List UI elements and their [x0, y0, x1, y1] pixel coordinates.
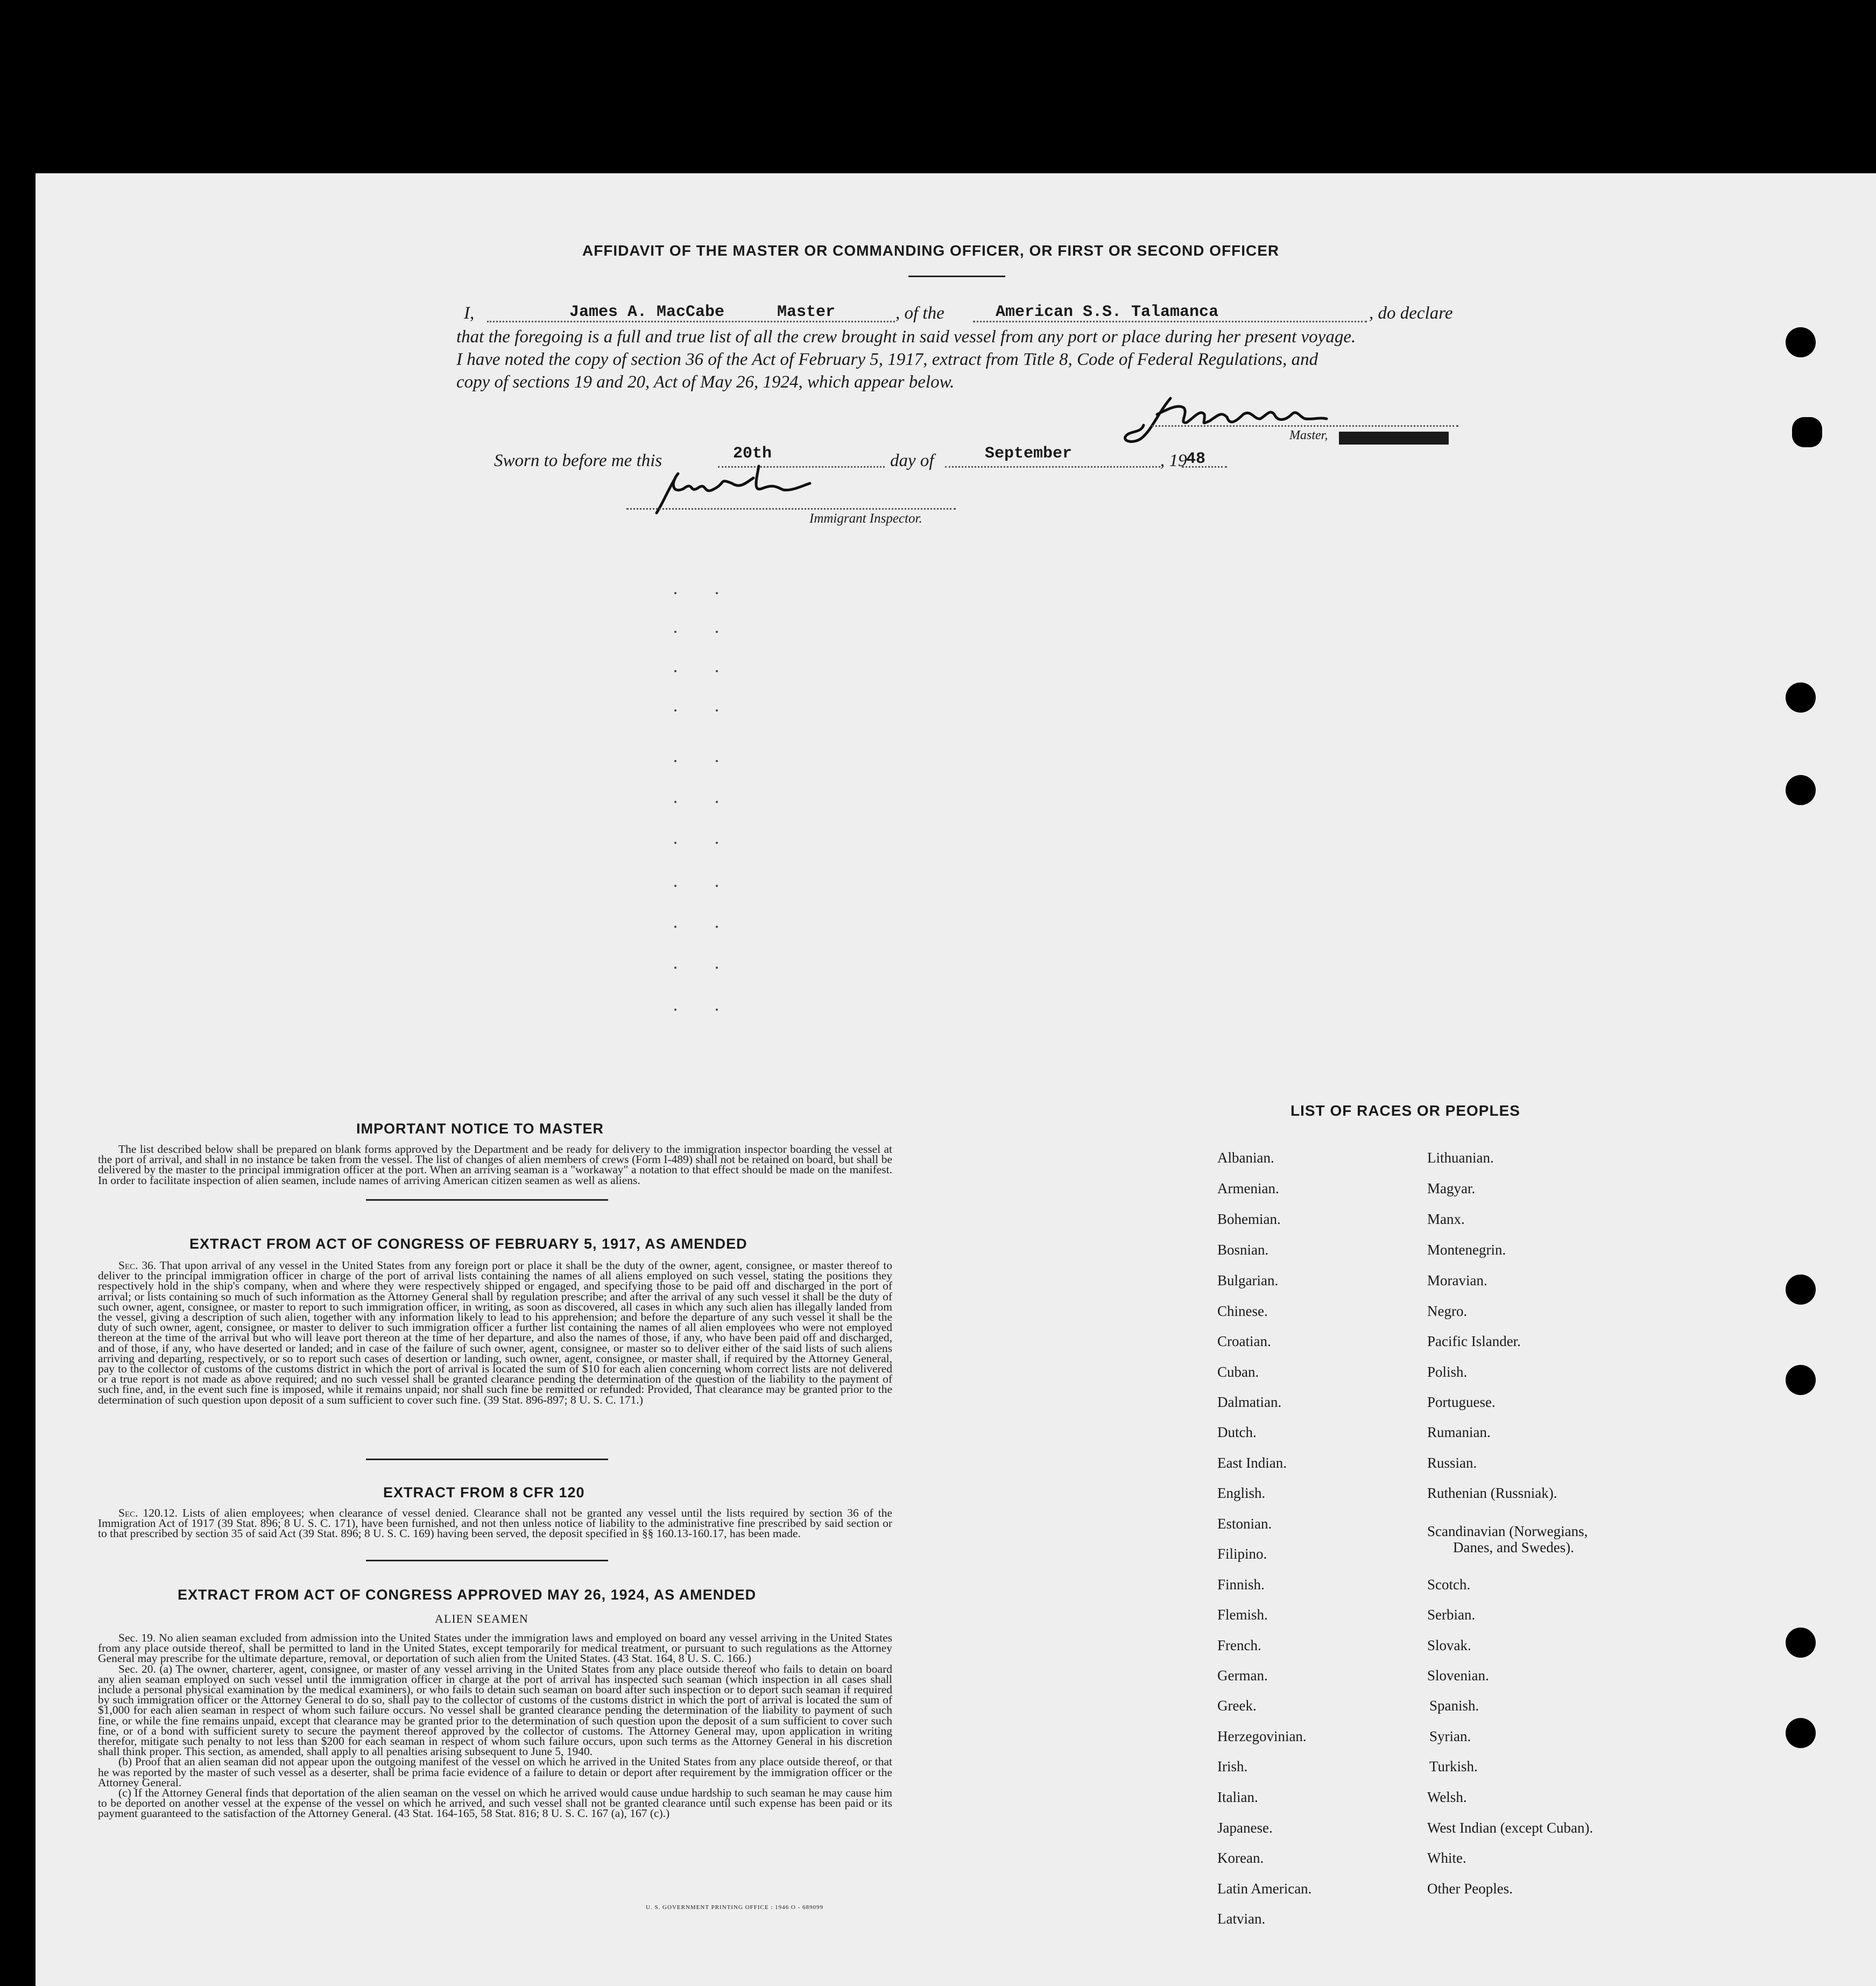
- vessel-name: American S.S. Talamanca: [996, 303, 1219, 321]
- race-right: Danes, and Swedes).: [1453, 1539, 1574, 1555]
- speck: [674, 592, 676, 594]
- punch-hole: [1786, 327, 1816, 357]
- race-right: Spanish.: [1429, 1698, 1479, 1714]
- punch-hole: [1786, 1628, 1816, 1658]
- race-left: Latin American.: [1217, 1881, 1312, 1897]
- speck: [716, 631, 718, 633]
- race-right: Welsh.: [1427, 1789, 1467, 1805]
- race-left: Dalmatian.: [1217, 1394, 1282, 1410]
- extract-1917-body: That upon arrival of any vessel in the United States from any foreign port or place it shall be the duty of the owner, agent, consignee, or master thereof to deliver to the principal immigration officer in charge of the port of arrival lists containing the names of all aliens employed on such vessel, stating the positions they respectively hold in the ship's company, when and where they were respectively shipped or engaged, and specifying those to be paid off and discharged in the port of arrival; or lists containing so much of such information as the Attorney General shall by regulation prescribe; and after the arrival of any such vessel it shall be the duty of such owner, agent, consignee, or master to report to such immigration officer, in writing, as soon as discovered, all cases in which any such alien has illegally landed from the vessel, giving a description of such alien, together with any information likely to lead to his apprehension; and before the departure of any such vessel it shall be the duty of such owner, agent, consignee, or master to deliver to such immigration officer a further list containing the names of all alien employees who were not employed thereon at the time of the arrival but who will leave port thereon at the time of her departure, and also the names of those, if any, who have been paid off and discharged, and of those, if any, who have deserted or landed; and in case of the failure of such owner, agent, consignee, or master so to deliver either of the said lists of such aliens arriving and departing, respectively, or so to report such cases of desertion or landing, such owner, agent, consignee, or master shall, if required by the Attorney General, pay to the collector of customs of the customs district in which the port of arrival is located the sum of $10 for each alien concerning whom correct lists are not delivered or a true report is not made as above required; and no such vessel shall be granted clearance pending the determination of the question of the liability to the payment of such fine, and, in the event such fine is imposed, while it remains unpaid; nor shall such fine be remitted or refunded: Provided, That clearance may be granted prior to the determination of such question upon deposit of a sum sufficient to cover such fine. (39 Stat. 896-897; 8 U. S. C. 171.): [98, 1259, 892, 1406]
- speck: [674, 709, 676, 712]
- of-the-label: , of the: [895, 304, 944, 323]
- race-right: Russian.: [1427, 1455, 1477, 1471]
- speck: [716, 1009, 718, 1011]
- race-left: Flemish.: [1217, 1607, 1268, 1623]
- punch-hole: [1786, 682, 1816, 713]
- declarant-prefix: I,: [464, 304, 475, 323]
- extract-cfr-text: [98, 1508, 892, 1539]
- race-left: Bosnian.: [1217, 1242, 1269, 1258]
- speck: [674, 670, 676, 672]
- race-right: Manx.: [1427, 1211, 1465, 1227]
- race-left: Korean.: [1217, 1850, 1264, 1866]
- race-left: French.: [1217, 1637, 1261, 1653]
- do-declare-label: , do declare: [1369, 304, 1453, 323]
- notice-text: [98, 1144, 892, 1186]
- declarant-rank: Master: [777, 303, 836, 321]
- race-left: East Indian.: [1217, 1455, 1287, 1471]
- race-left: Armenian.: [1217, 1180, 1279, 1196]
- sworn-day: 20th: [733, 445, 772, 463]
- race-left: Italian.: [1217, 1789, 1258, 1805]
- speck: [716, 842, 718, 844]
- race-right: Portuguese.: [1427, 1394, 1496, 1410]
- race-right: Rumanian.: [1427, 1424, 1491, 1440]
- extract-1917-rule: [366, 1459, 608, 1460]
- title-rule: [908, 276, 1005, 277]
- extract-cfr-body: Lists of alien employees; when clearance of vessel denied. Clearance shall not be granted any vessel until the lists required by section 36 of the Immigration Act of 1917 (39 Stat. 896; 8 U. S. C. 171), have been furnished, and not then unless notice of liability to the administrative fine prescribed by said section or to that prescribed by section 35 of said Act (39 Stat. 896; 8 U. S. C. 169) having been served, the deposit specified in §§ 160.13-160.17, has been made.: [98, 1506, 892, 1540]
- extract-1924-subtitle: ALIEN SEAMEN: [435, 1612, 528, 1625]
- redacted-titles: [1339, 432, 1449, 445]
- race-right: Moravian.: [1427, 1272, 1487, 1288]
- punch-hole: [1786, 1718, 1816, 1748]
- declaration-line-3: I have noted the copy of section 36 of the Act of February 5, 1917, extract from Title 8, Code of Federal Regulations, and: [456, 350, 1318, 369]
- inspector-signature-line: [626, 508, 956, 510]
- declarant-name: James A. MacCabe: [569, 303, 725, 321]
- race-left: Latvian.: [1217, 1911, 1266, 1927]
- speck: [674, 885, 676, 887]
- speck: [716, 709, 718, 712]
- race-right: Montenegrin.: [1427, 1242, 1506, 1258]
- extract-1924-text: [98, 1633, 892, 1819]
- declaration-line-4: copy of sections 19 and 20, Act of May 26, 1924, which appear below.: [456, 372, 955, 392]
- race-left: Dutch.: [1217, 1424, 1257, 1440]
- speck: [716, 670, 718, 672]
- race-right: Slovak.: [1427, 1637, 1471, 1653]
- inspector-caption: Immigrant Inspector.: [809, 511, 922, 526]
- extract-1924-paragraph: (b) Proof that an alien seaman did not appear upon the outgoing manifest of the vessel on which he arrived in the United States from any place outside thereof, or that he was reported by the master of such vessel as a deserter, shall be prima facie evidence of a failure to detain or deport after requirement by the immigration officer or the Attorney General.: [98, 1755, 892, 1789]
- speck: [674, 926, 676, 928]
- master-signature: [1119, 393, 1335, 452]
- race-left: Irish.: [1217, 1758, 1248, 1774]
- speck: [716, 592, 718, 594]
- year-prefix: , 19: [1160, 451, 1187, 470]
- race-right: Lithuanian.: [1427, 1150, 1494, 1166]
- speck: [716, 926, 718, 928]
- race-right: Slovenian.: [1427, 1667, 1489, 1684]
- punch-hole: [1786, 1274, 1816, 1305]
- extract-cfr-rule: [366, 1560, 608, 1561]
- race-right: Magyar.: [1427, 1180, 1476, 1196]
- race-right: Syrian.: [1429, 1728, 1471, 1744]
- race-right: West Indian (except Cuban).: [1427, 1820, 1593, 1836]
- notice-rule: [366, 1199, 608, 1201]
- notice-paragraph: The list described below shall be prepared on blank forms approved by the Department and be ready for delivery to the immigration inspector boarding the vessel at the port of arrival, and shall in no instance be taken from the vessel. The list of changes of alien members of crews (Form I-489) shall not be retained on board, but shall be delivered by the master to the principal immigration officer at the port. When an arriving seaman is a "workaway" a notation to that effect should be made on the manifest. In order to facilitate inspection of alien seamen, include names of arriving American citizen seamen as well as aliens.: [98, 1143, 892, 1187]
- race-right: Other Peoples.: [1427, 1881, 1513, 1897]
- speck: [674, 842, 676, 844]
- race-left: Bohemian.: [1217, 1211, 1281, 1227]
- race-left: Estonian.: [1217, 1516, 1272, 1532]
- race-left: Croatian.: [1217, 1333, 1271, 1349]
- race-right: Polish.: [1427, 1364, 1468, 1380]
- race-right: Negro.: [1427, 1303, 1468, 1319]
- extract-1917-sec: Sec. 36.: [118, 1259, 157, 1272]
- sworn-month: September: [985, 445, 1073, 463]
- speck: [716, 967, 718, 969]
- extract-1924-title: EXTRACT FROM ACT OF CONGRESS APPROVED MAY 26, 1924, AS AMENDED: [178, 1587, 757, 1603]
- speck: [674, 801, 676, 803]
- race-left: Filipino.: [1217, 1546, 1267, 1562]
- printer-imprint: U. S. GOVERNMENT PRINTING OFFICE : 1946 O - 689099: [646, 1904, 824, 1911]
- race-right: Ruthenian (Russniak).: [1427, 1485, 1557, 1501]
- month-line: [945, 466, 1160, 468]
- punch-hole: [1786, 775, 1816, 805]
- race-left: Greek.: [1217, 1698, 1257, 1714]
- extract-1924-paragraph: Sec. 19. No alien seaman excluded from admission into the United States under the immigration laws and employed on board any vessel arriving in the United States from any place outside thereof, shall be permitted to land in the United States, except temporarily for medical treatment, or pursuant to such regulations as the Attorney General may prescribe for the ultimate departure, removal, or deportation of such alien from the United States. (43 Stat. 164, 8 U. S. C. 166.): [98, 1631, 892, 1665]
- race-right: White.: [1427, 1850, 1466, 1866]
- notice-title: IMPORTANT NOTICE TO MASTER: [356, 1121, 604, 1137]
- extract-cfr-sec: Sec. 120.12.: [118, 1506, 178, 1519]
- race-right: Pacific Islander.: [1427, 1333, 1521, 1349]
- race-right: Scotch.: [1427, 1576, 1471, 1593]
- punch-hole: [1786, 1365, 1816, 1395]
- race-left: Finnish.: [1217, 1576, 1265, 1593]
- master-signature-line: [1152, 425, 1458, 427]
- speck: [674, 760, 676, 762]
- race-right: Turkish.: [1429, 1758, 1478, 1774]
- race-right: Scandinavian (Norwegians,: [1427, 1523, 1588, 1539]
- race-left: Chinese.: [1217, 1303, 1268, 1319]
- master-caption: Master,: [1289, 428, 1328, 442]
- speck: [716, 760, 718, 762]
- extract-1917-paragraph: [98, 1260, 892, 1405]
- speck: [674, 631, 676, 633]
- extract-1924-paragraph: (c) If the Attorney General finds that deportation of the alien seaman on the vessel on which he arrived would cause undue hardship to such seaman he may cause him to be deported on another vessel at the expense of the vessel on which he arrived, and such vessel shall not be granted clearance until such expense has been paid or its payment guaranteed to the satisfaction of the Attorney General. (43 Stat. 164-165, 58 Stat. 816; 8 U. S. C. 167 (a), 167 (c).): [98, 1786, 892, 1820]
- sworn-label: Sworn to before me this: [494, 451, 662, 470]
- race-left: Herzegovinian.: [1217, 1728, 1307, 1744]
- declaration-line-2: that the foregoing is a full and true list of all the crew brought in said vessel from any port or place during her present voyage.: [456, 327, 1356, 347]
- speck: [674, 967, 676, 969]
- extract-cfr-paragraph: [98, 1508, 892, 1539]
- extract-1917-text: [98, 1260, 892, 1405]
- extract-1924-paragraph: Sec. 20. (a) The owner, charterer, agent, consignee, or master of any vessel arriving in the United States from any place outside thereof who fails to detain on board any alien seaman employed on such vessel until the immigration officer in charge at the port of arrival has inspected such seaman (which inspection in all cases shall include a personal physical examination by the medical examiners), or who fails to detain such seaman on board after such inspection or to deport such seaman if required by such immigration officer or the Attorney General to do so, shall pay to the collector of customs of the customs district in which the port of arrival is located the sum of $1,000 for each alien seaman in respect of whom such failure occurs. No vessel shall be granted clearance pending the determination of the liability to payment of such fine, or while the fine remains unpaid, except that clearance may be granted prior to the determination of such question upon the deposit of a sum sufficient to cover such fine, or of a bond with sufficient surety to secure the payment thereof approved by the collector of customs. The Attorney General may, upon application in writing therefor, mitigate such penalty to not less than $200 for each seaman in respect of whom such failure occurs, upon such terms as the Attorney General in his discretion shall think proper. This section, as amended, shall apply to all penalties arising subsequent to June 5, 1940.: [98, 1662, 892, 1758]
- race-left: German.: [1217, 1667, 1268, 1684]
- race-left: Japanese.: [1217, 1820, 1273, 1836]
- day-of-label: day of: [890, 451, 934, 470]
- race-left: English.: [1217, 1485, 1266, 1501]
- sworn-year: 48: [1186, 450, 1206, 468]
- races-title: LIST OF RACES OR PEOPLES: [1290, 1102, 1520, 1119]
- race-left: Albanian.: [1217, 1150, 1274, 1166]
- extract-1917-title: EXTRACT FROM ACT OF CONGRESS OF FEBRUARY 5, 1917, AS AMENDED: [189, 1236, 747, 1252]
- race-right: Serbian.: [1427, 1607, 1476, 1623]
- extract-cfr-title: EXTRACT FROM 8 CFR 120: [383, 1484, 585, 1501]
- race-left: Bulgarian.: [1217, 1272, 1279, 1288]
- race-left: Cuban.: [1217, 1364, 1259, 1380]
- punch-hole: [1792, 417, 1822, 447]
- affidavit-title: AFFIDAVIT OF THE MASTER OR COMMANDING OFFICER, OR FIRST OR SECOND OFFICER: [582, 242, 1280, 259]
- speck: [716, 801, 718, 803]
- speck: [674, 1009, 676, 1011]
- speck: [716, 885, 718, 887]
